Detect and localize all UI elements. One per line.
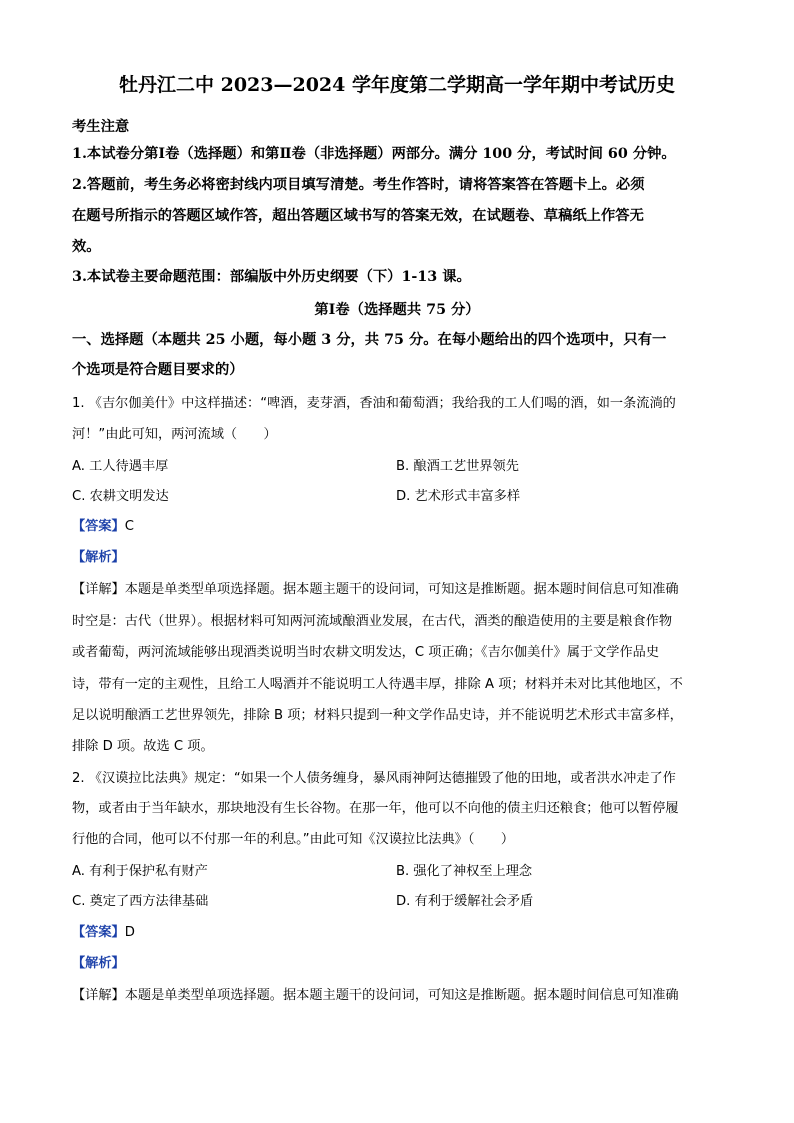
analysis-label: 【解析】	[72, 550, 125, 565]
question-stem: 河！”由此可知，两河流域（ ）	[72, 427, 277, 442]
answer-label: 【答案】	[72, 925, 125, 940]
detail-line: 或者葡萄，两河流域能够出现酒类说明当时农耕文明发达，C 项正确；《吉尔伽美什》属于文学作品史	[72, 645, 660, 660]
option-b: B. 强化了神权至上理念	[396, 864, 533, 879]
answer-label: 【答案】	[72, 519, 125, 534]
answer-value: C	[124, 519, 134, 534]
detail-line: 【详解】本题是单类型单项选择题。据本题主题干的设问词，可知这是推断题。据本题时间信息可知准确	[72, 582, 679, 597]
detail-line: 时空是：古代（世界）。根据材料可知两河流域酿酒业发展，在古代，酒类的酿造使用的主要是粮食作物	[72, 614, 673, 629]
question-stem: 行他的合同，他可以不付那一年的利息。”由此可知《汉谟拉比法典》（ ）	[72, 832, 515, 847]
question-stem: 物，或者由于当年缺水，那块地没有生长谷物。在那一年，他可以不向他的债主归还粮食；他可以暂停履	[72, 801, 679, 816]
answer-row	[72, 921, 724, 940]
option-d: D. 艺术形式丰富多样	[396, 489, 521, 504]
question-stem: 1. 《吉尔伽美什》中这样描述：“啤酒，麦芽酒，香油和葡萄酒；我给我的工人们喝的酒，如一条流淌的	[72, 396, 676, 411]
notice-line: 3.本试卷主要命题范围：部编版中外历史纲要（下）1-13 课。	[72, 269, 471, 285]
detail-line: 排除 D 项。故选 C 项。	[72, 739, 214, 754]
notice-line: 2.答题前，考生务必将密封线内项目填写清楚。考生作答时，请将答案答在答题卡上。必须	[72, 177, 645, 193]
detail-line: 诗，带有一定的主观性，且给工人喝酒并不能说明工人待遇丰厚，排除 A 项；材料并未对比其他地区，不	[72, 677, 683, 692]
option-d: D. 有利于缓解社会矛盾	[396, 894, 534, 909]
analysis-label: 【解析】	[72, 956, 125, 971]
option-c: C. 奠定了西方法律基础	[72, 894, 209, 909]
option-a: A. 工人待遇丰厚	[72, 459, 169, 474]
option-a: A. 有利于保护私有财产	[72, 864, 208, 879]
option-b: B. 酿酒工艺世界领先	[396, 459, 519, 474]
detail-line: 足以说明酿酒工艺世界领先，排除 B 项；材料只提到一种文学作品史诗，并不能说明艺术形式丰富多样，	[72, 708, 683, 723]
notice-line: 在题号所指示的答题区域作答，超出答题区域书写的答案无效，在试题卷、草稿纸上作答无	[72, 208, 644, 224]
notice-heading: 考生注意	[72, 119, 130, 135]
section-title: 第Ⅰ卷（选择题共 75 分）	[314, 302, 480, 318]
notice-line: 效。	[72, 239, 101, 255]
answer-row	[72, 515, 724, 534]
detail-line: 【详解】本题是单类型单项选择题。据本题主题干的设问词，可知这是推断题。据本题时间信息可知准确	[72, 988, 679, 1003]
page-title: 牡丹江二中 2023—2024 学年度第二学期高一学年期中考试历史	[119, 74, 675, 96]
section-intro: 个选项是符合题目要求的）	[72, 362, 244, 378]
section-intro: 一、选择题（本题共 25 小题，每小题 3 分，共 75 分。在每小题给出的四个选项中，只有一	[72, 332, 667, 348]
notice-line: 1.本试卷分第Ⅰ卷（选择题）和第Ⅱ卷（非选择题）两部分。满分 100 分，考试时间 60 分钟。	[72, 146, 676, 162]
option-c: C. 农耕文明发达	[72, 489, 169, 504]
answer-value: D	[124, 925, 135, 940]
question-stem: 2. 《汉谟拉比法典》规定：“如果一个人债务缠身，暴风雨神阿达德摧毁了他的田地，或者洪水冲走了作	[72, 771, 676, 786]
